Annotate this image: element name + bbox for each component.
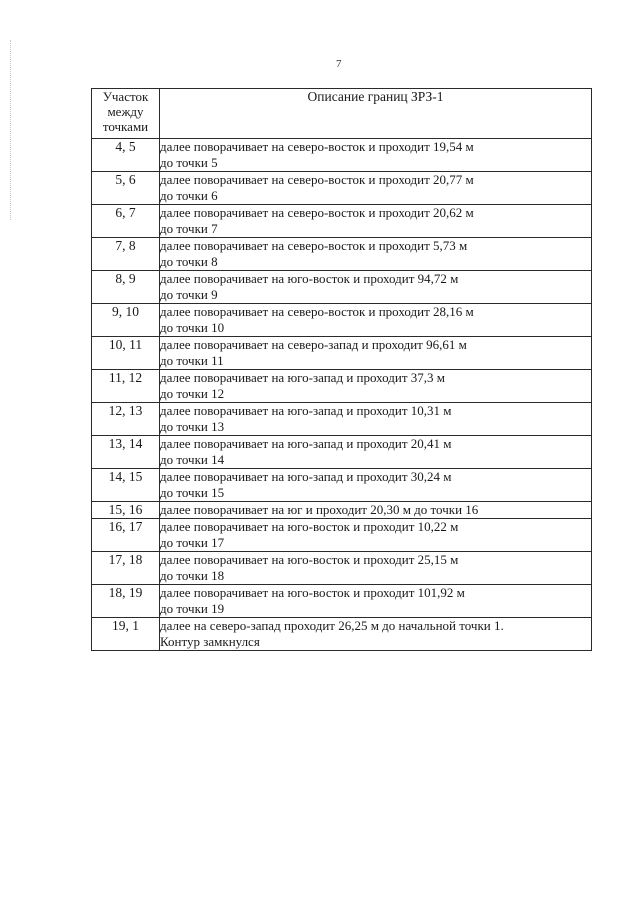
description-cell [160,271,592,304]
header-segment-line: точками [102,119,149,134]
segment-cell: 11, 12 [92,370,160,403]
boundary-table [91,88,592,651]
description-cell [160,370,592,403]
description-line: далее поворачивает на юго-восток и проходит 25,15 м [160,552,459,567]
description-cell [160,519,592,552]
table-row [92,403,592,436]
description-line: до точки 10 [160,320,225,335]
header-segment-line: Участок [102,89,149,104]
segment-cell: 18, 19 [92,585,160,618]
description-line: далее поворачивает на юго-запад и проходит 10,31 м [160,403,452,418]
table-header-row [92,89,592,139]
segment-cell: 19, 1 [92,618,160,651]
description-line: далее поворачивает на юго-запад и проходит 20,41 м [160,436,452,451]
description-cell [160,205,592,238]
page-number: 7 [336,58,342,70]
description-cell [160,469,592,502]
description-cell [160,172,592,205]
segment-cell: 5, 6 [92,172,160,205]
description-line: до точки 13 [160,419,225,434]
description-line: до точки 7 [160,221,218,236]
description-line: далее поворачивает на северо-восток и проходит 19,54 м [160,139,474,154]
description-line: до точки 17 [160,535,225,550]
description-cell [160,304,592,337]
segment-cell: 14, 15 [92,469,160,502]
description-line: далее поворачивает на северо-восток и проходит 20,62 м [160,205,474,220]
table-row [92,370,592,403]
description-line: далее поворачивает на юго-восток и проходит 10,22 м [160,519,459,534]
table-row [92,552,592,585]
segment-cell: 17, 18 [92,552,160,585]
description-line: далее поворачивает на юго-запад и проходит 37,3 м [160,370,446,385]
table-row [92,618,592,651]
table-row [92,502,592,519]
description-line: далее поворачивает на северо-восток и проходит 5,73 м [160,238,468,253]
description-line: далее поворачивает на юг и проходит 20,30 м до точки 16 [160,502,479,517]
scan-edge-mark [10,40,11,220]
description-line: до точки 11 [160,353,224,368]
description-line: далее поворачивает на северо-восток и проходит 28,16 м [160,304,474,319]
header-segment-line: между [107,104,144,119]
description-cell [160,139,592,172]
description-cell [160,552,592,585]
segment-cell: 13, 14 [92,436,160,469]
table-row [92,238,592,271]
table-row [92,585,592,618]
description-line: далее поворачивает на северо-запад и проходит 96,61 м [160,337,467,352]
header-segment [92,89,160,139]
description-cell [160,238,592,271]
description-line: до точки 12 [160,386,225,401]
description-line: далее поворачивает на юго-запад и проходит 30,24 м [160,469,452,484]
table-body [92,139,592,651]
description-cell [160,585,592,618]
description-line: далее поворачивает на юго-восток и проходит 101,92 м [160,585,465,600]
segment-cell: 10, 11 [92,337,160,370]
segment-cell: 4, 5 [92,139,160,172]
table-row [92,139,592,172]
description-line: до точки 15 [160,485,225,500]
description-line: до точки 8 [160,254,218,269]
description-cell [160,337,592,370]
table-row [92,304,592,337]
segment-cell: 6, 7 [92,205,160,238]
table-row [92,519,592,552]
segment-cell: 15, 16 [92,502,160,519]
segment-cell: 16, 17 [92,519,160,552]
description-cell [160,436,592,469]
table-row [92,205,592,238]
segment-cell: 9, 10 [92,304,160,337]
description-line: до точки 14 [160,452,225,467]
description-line: далее на северо-запад проходит 26,25 м до начальной точки 1. [160,618,504,633]
description-line: до точки 18 [160,568,225,583]
description-line: до точки 19 [160,601,225,616]
description-line: до точки 5 [160,155,218,170]
description-line: до точки 6 [160,188,218,203]
description-line: Контур замкнулся [160,634,260,649]
description-line: далее поворачивает на северо-восток и проходит 20,77 м [160,172,474,187]
table-row [92,172,592,205]
table-row [92,271,592,304]
table-row [92,469,592,502]
description-cell [160,618,592,651]
description-line: далее поворачивает на юго-восток и проходит 94,72 м [160,271,459,286]
table-row [92,337,592,370]
table-row [92,436,592,469]
description-line: до точки 9 [160,287,218,302]
segment-cell: 7, 8 [92,238,160,271]
header-description: Описание границ ЗРЗ-1 [160,89,592,139]
segment-cell: 8, 9 [92,271,160,304]
description-cell [160,403,592,436]
segment-cell: 12, 13 [92,403,160,436]
description-cell [160,502,592,519]
